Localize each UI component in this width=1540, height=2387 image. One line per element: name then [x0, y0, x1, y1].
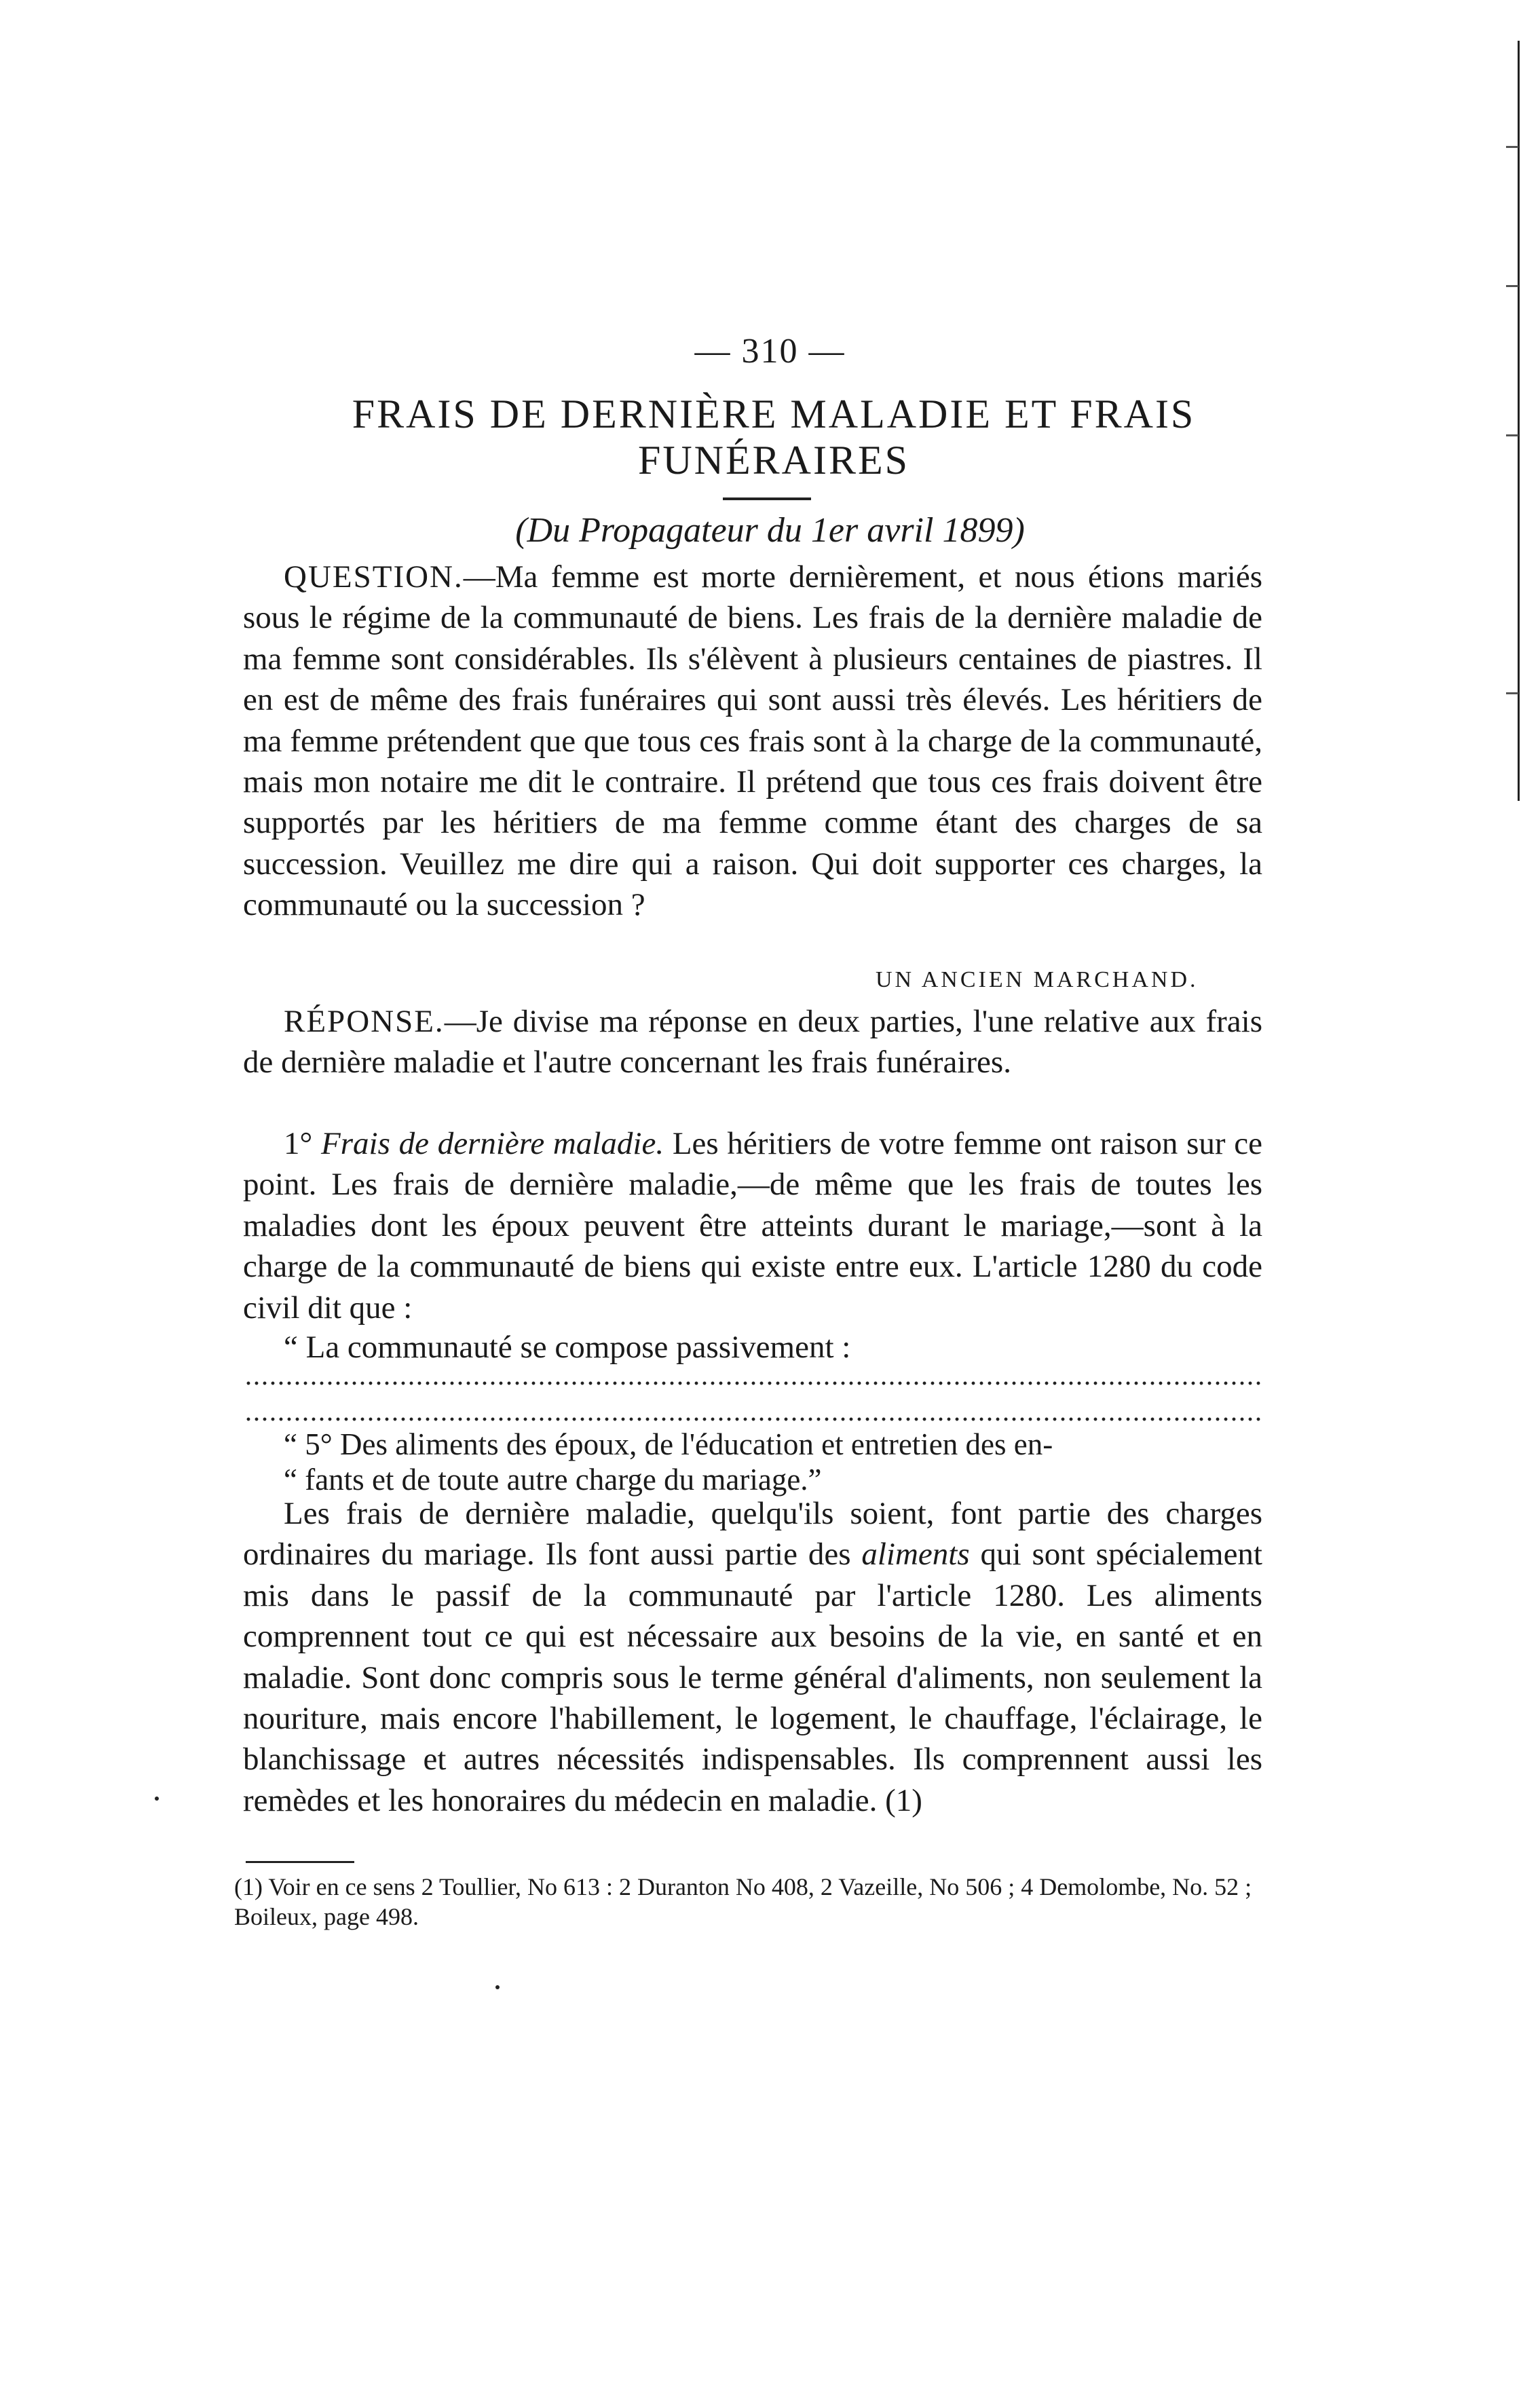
- ellipsis-dots: [244, 1381, 1262, 1385]
- point1-heading: Frais de dernière maladie.: [321, 1126, 664, 1161]
- response-text: —Je divise ma réponse en deux parties, l'une relative aux frais de dernière maladie et l'autre concernant les frais funéraires.: [243, 1004, 1262, 1080]
- aliments-text-after: qui sont spécialement mis dans le passif de la communauté par l'article 1280. Les aliments comprennent tout ce qui est nécessaire aux besoins de la vie, en santé et en maladie. Sont donc compris sous le terme général d'aliments, non seulement la nouriture, mais encore l'habillement, le logement, le chauffage, l'éclairage, le blanchissage et autres nécessités indispensables. Ils comprennent aussi les remèdes et les honoraires du médecin en maladie. (1): [243, 1537, 1262, 1818]
- footnote: (1) Voir en ce sens 2 Toullier, No 613 : 2 Duranton No 408, 2 Vazeille, No 506 ; 4 Demolombe, No. 52 ; Boileux, page 498.: [234, 1873, 1252, 1930]
- quote-item5-line2: “ fants et de toute autre charge du mariage.”: [284, 1463, 822, 1497]
- point1-paragraph: [243, 1123, 1262, 1328]
- page-number: — 310 —: [694, 332, 846, 371]
- title-divider: [723, 497, 811, 500]
- margin-tick: [1506, 692, 1518, 694]
- article-title-line2: FUNÉRAIRES: [637, 438, 910, 483]
- ellipsis-dots: [244, 1417, 1262, 1421]
- footnote-divider: [246, 1861, 354, 1863]
- question-paragraph: [243, 557, 1262, 926]
- margin-tick: [1506, 146, 1518, 148]
- response-label: RÉPONSE.: [284, 1004, 445, 1039]
- article-source: (Du Propagateur du 1er avril 1899): [515, 511, 1025, 550]
- question-signature: UN ANCIEN MARCHAND.: [876, 967, 1199, 992]
- margin-tick: [1506, 285, 1518, 287]
- margin-speck: [495, 1985, 500, 1989]
- quote-opening-text: “ La communauté se compose passivement :: [284, 1330, 851, 1365]
- aliments-emphasis: aliments: [861, 1537, 970, 1573]
- question-label: QUESTION.: [284, 559, 464, 595]
- aliments-paragraph: [243, 1493, 1262, 1821]
- point1-text: Les héritiers de votre femme ont raison sur ce point. Les frais de dernière maladie,—de même que les frais de toutes les maladies dont les époux peuvent être atteints durant le mariage,—sont à la charge de la communauté de biens qui existe entre eux. L'article 1280 du code civil dit que :: [243, 1126, 1263, 1326]
- margin-rule: [1518, 41, 1520, 801]
- margin-tick: [1506, 434, 1518, 436]
- point1-number: 1°: [284, 1126, 313, 1161]
- quote-opening: [243, 1327, 1262, 1368]
- margin-speck: [155, 1797, 159, 1801]
- quote-item5: [243, 1427, 1262, 1497]
- aliments-text-before: Les frais de dernière maladie, quelqu'ils soient, font partie des charges ordinaires du mariage. Ils font aussi partie des: [243, 1496, 1262, 1573]
- article-title-line1: FRAIS DE DERNIÈRE MALADIE ET FRAIS: [352, 392, 1196, 436]
- response-paragraph: [243, 1001, 1262, 1083]
- question-text: —Ma femme est morte dernièrement, et nous étions mariés sous le régime de la communauté de biens. Les frais de la dernière maladie de ma femme sont considérables. Ils s'élèvent à plusieurs centaines de piastres. Il en est de même des frais funéraires qui sont aussi très élevés. Les héritiers de ma femme prétendent que que tous ces frais sont à la charge de la communauté, mais mon notaire me dit le contraire. Il prétend que tous ces frais doivent être supportés par les héritiers de ma femme comme étant des charges de sa succession. Veuillez me dire qui a raison. Qui doit supporter ces charges, la communauté ou la succession ?: [243, 559, 1262, 923]
- quote-item5-line1: “ 5° Des aliments des époux, de l'éducation et entretien des en-: [284, 1427, 1053, 1461]
